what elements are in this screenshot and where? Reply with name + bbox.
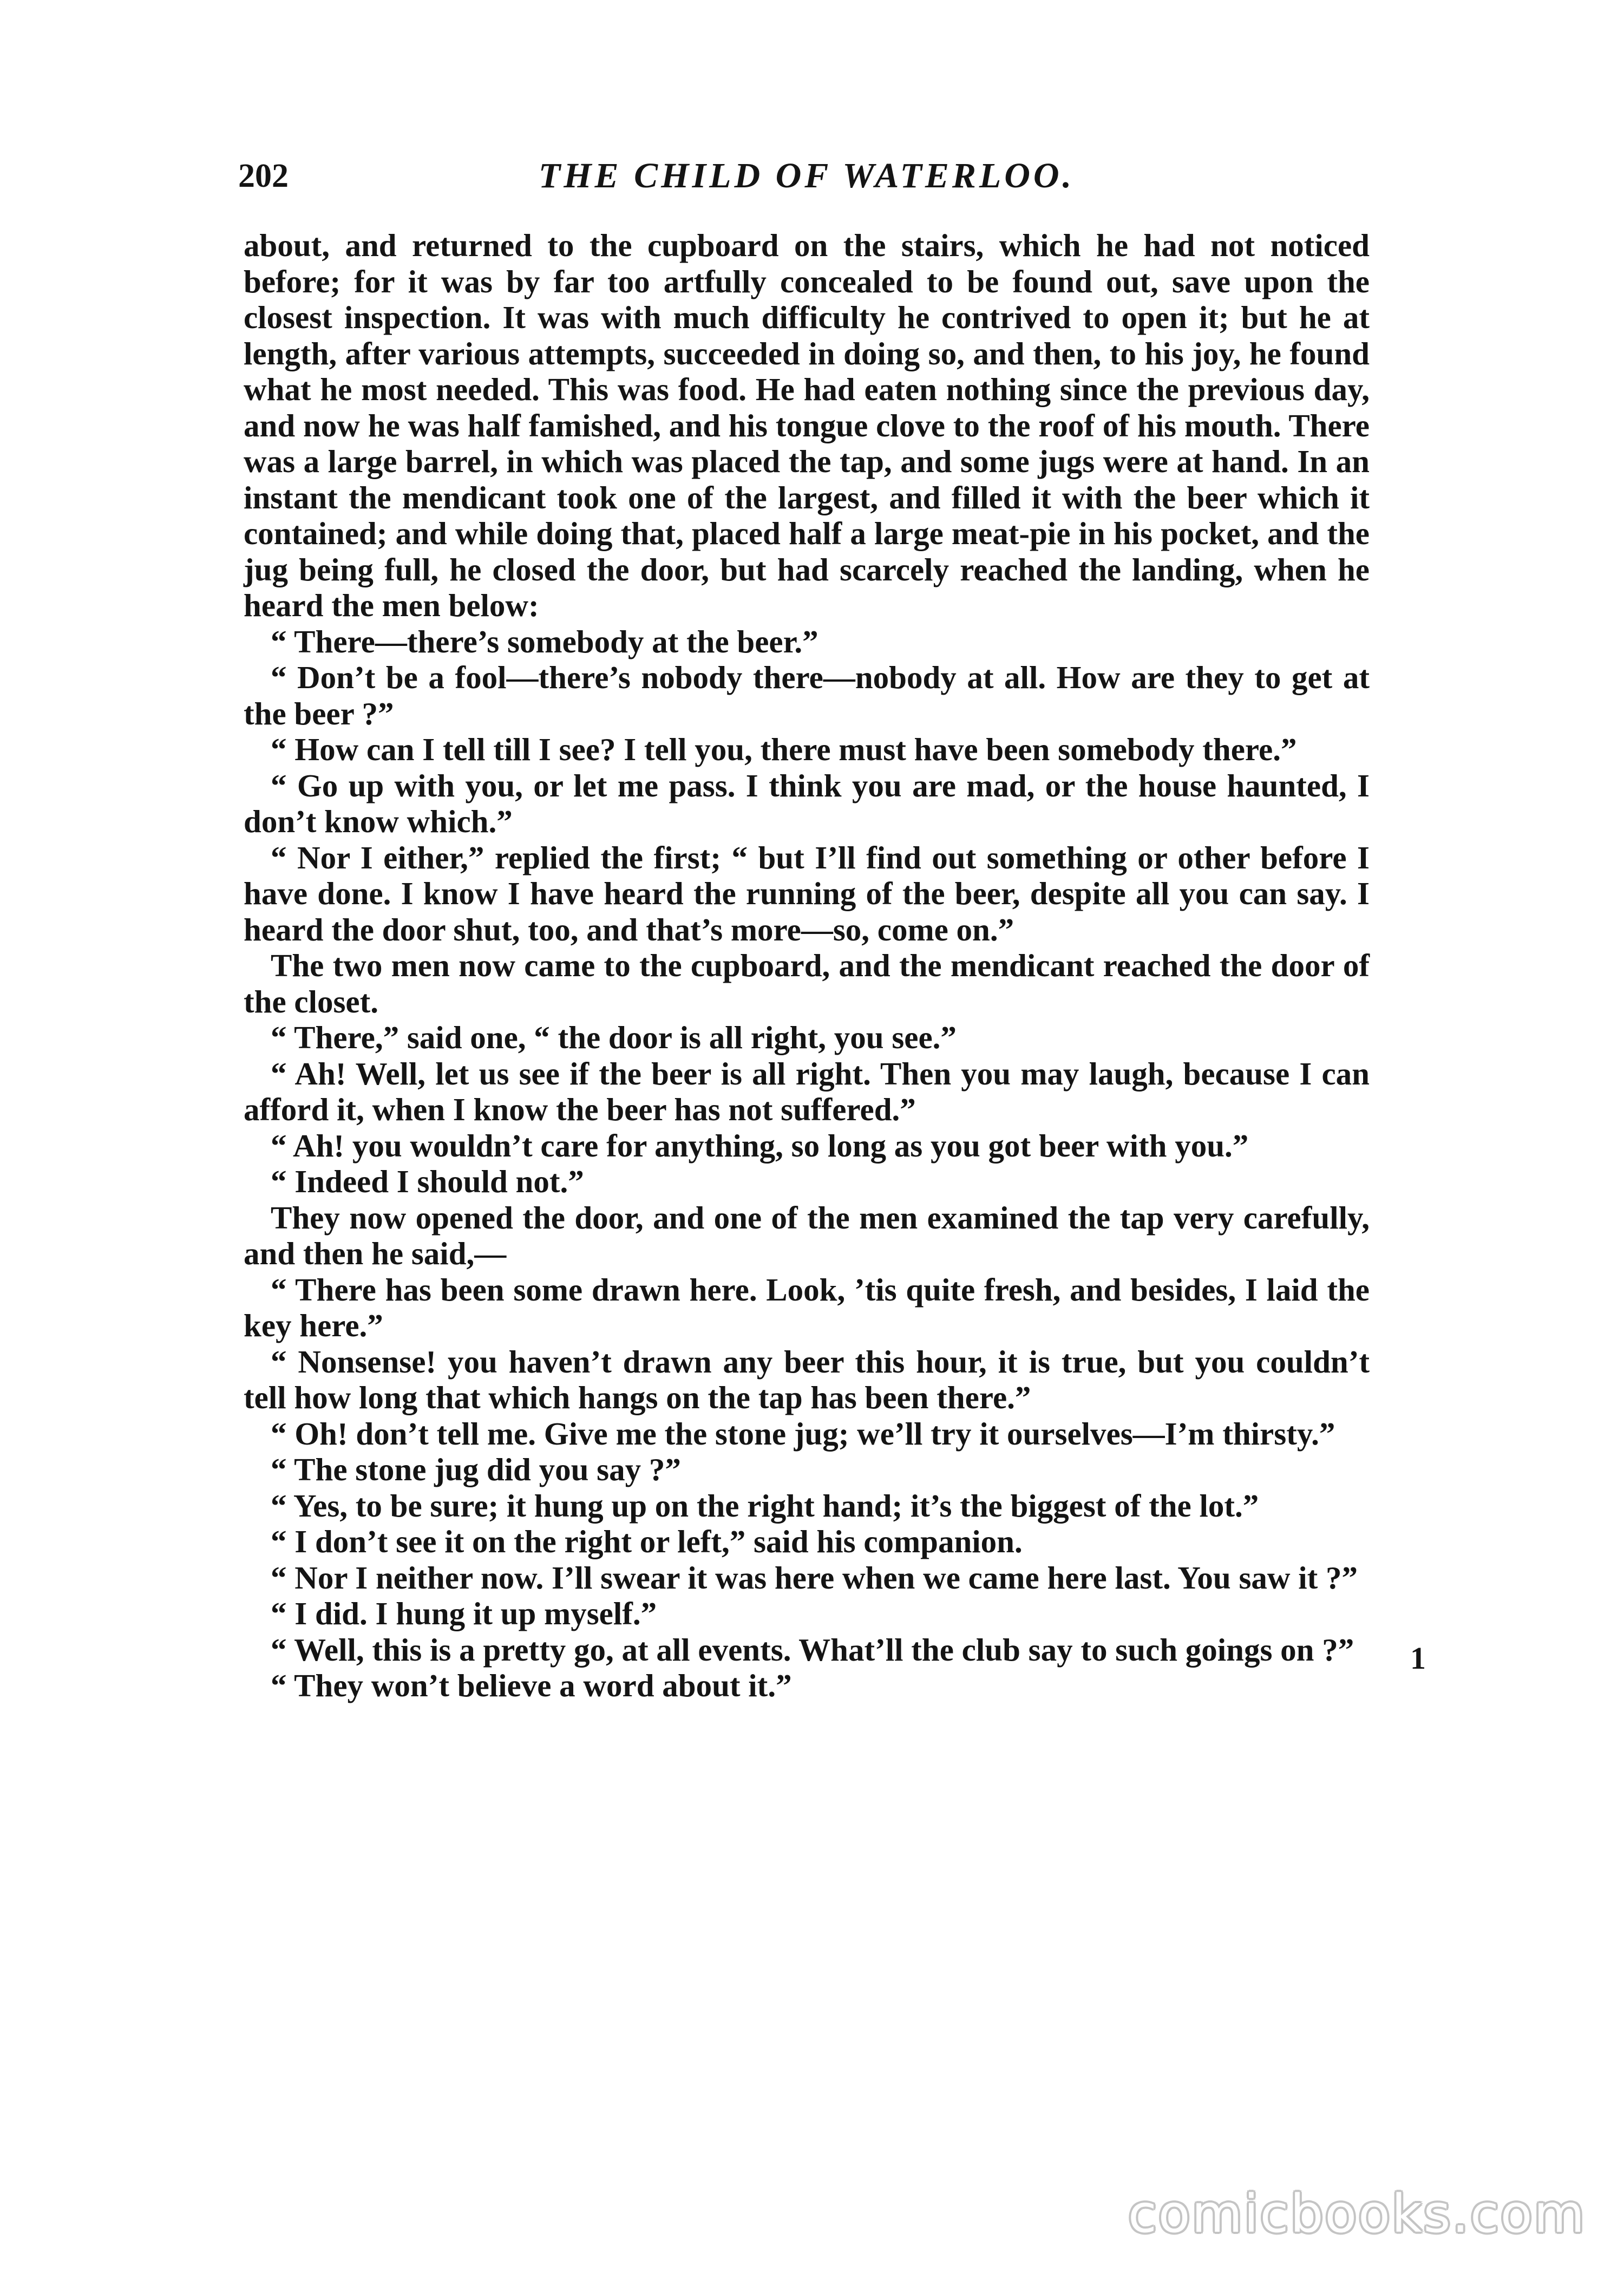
paragraph: They now opened the door, and one of the men examined the tap very carefully, and then he said,— <box>244 1199 1370 1271</box>
paragraph: “ How can I tell till I see? I tell you, there must have been somebody there.” <box>271 731 1297 767</box>
page-header <box>238 152 1375 200</box>
paragraph: “ Don’t be a fool—there’s nobody there—nobody at all. How are they to get at the beer ?” <box>244 659 1370 731</box>
paragraph: “ The stone jug did you say ?” <box>271 1452 681 1487</box>
paragraph: “ Well, this is a pretty go, at all events. What’ll the club say to such goings on ?” <box>271 1631 1354 1668</box>
paragraph: “ Ah! you wouldn’t care for anything, so long as you got beer with you.” <box>271 1127 1249 1164</box>
running-title: THE CHILD OF WATERLOO. <box>538 156 1075 195</box>
paragraph: “ Oh! don’t tell me. Give me the stone jug; we’ll try it ourselves—I’m thirsty.” <box>271 1415 1335 1452</box>
paragraph: “ There,” said one, “ the door is all right, you see.” <box>271 1020 957 1055</box>
paragraph: “ I don’t see it on the right or left,” said his companion. <box>271 1524 1023 1559</box>
paragraph: “ Nor I neither now. I’ll swear it was here when we came here last. You saw it ?” <box>271 1559 1358 1596</box>
paragraph: “ I did. I hung it up myself.” <box>271 1596 657 1631</box>
paragraph: “ There has been some drawn here. Look, ’tis quite fresh, and besides, I laid the key here.” <box>244 1271 1370 1343</box>
paragraph: “ Nor I either,” replied the first; “ but I’ll find out something or other before I have done. I know I have heard the running of the beer, despite all you can say. I heard the door shut, too, and that’s more—so, come on.” <box>244 839 1370 948</box>
paragraph: The two men now came to the cupboard, and the mendicant reached the door of the closet. <box>244 948 1370 1020</box>
paragraph: “ Go up with you, or let me pass. I think you are mad, or the house haunted, I don’t know which.” <box>244 767 1370 839</box>
watermark-text: comicbooks.com <box>1128 2184 1586 2244</box>
paragraph: “ Indeed I should not.” <box>271 1164 584 1199</box>
paragraph: “ There—there’s somebody at the beer.” <box>271 623 818 659</box>
paragraph: “ They won’t believe a word about it.” <box>271 1668 792 1703</box>
margin-mark: 1 <box>1410 1641 1426 1676</box>
paragraph: “ Ah! Well, let us see if the beer is all right. Then you may laugh, because I can afford it, when I know the beer has not suffered.” <box>244 1055 1370 1127</box>
body-text <box>244 227 1370 1704</box>
page-number: 202 <box>238 158 289 194</box>
paragraph: “ Yes, to be sure; it hung up on the right hand; it’s the biggest of the lot.” <box>271 1487 1259 1524</box>
paragraph: “ Nonsense! you haven’t drawn any beer this hour, it is true, but you couldn’t tell how long that which hangs on the tap has been there.” <box>244 1343 1370 1415</box>
paragraph: about, and returned to the cupboard on the stairs, which he had not noticed before; for it was by far too artfully concealed to be found out, save upon the closest inspection. It was with much difficulty he contrived to open it; but he at length, after various attempts, succeeded in doing so, and then, to his joy, he found what he most needed. This was food. He had eaten nothing since the previous day, and now he was half famished, and his tongue clove to the roof of his mouth. There was a large barrel, in which was placed the tap, and some jugs were at hand. In an instant the mendicant took one of the largest, and filled it with the beer which it contained; and while doing that, placed half a large meat-pie in his pocket, and the jug being full, he closed the door, but had scarcely reached the landing, when he heard the men below: <box>244 227 1370 623</box>
